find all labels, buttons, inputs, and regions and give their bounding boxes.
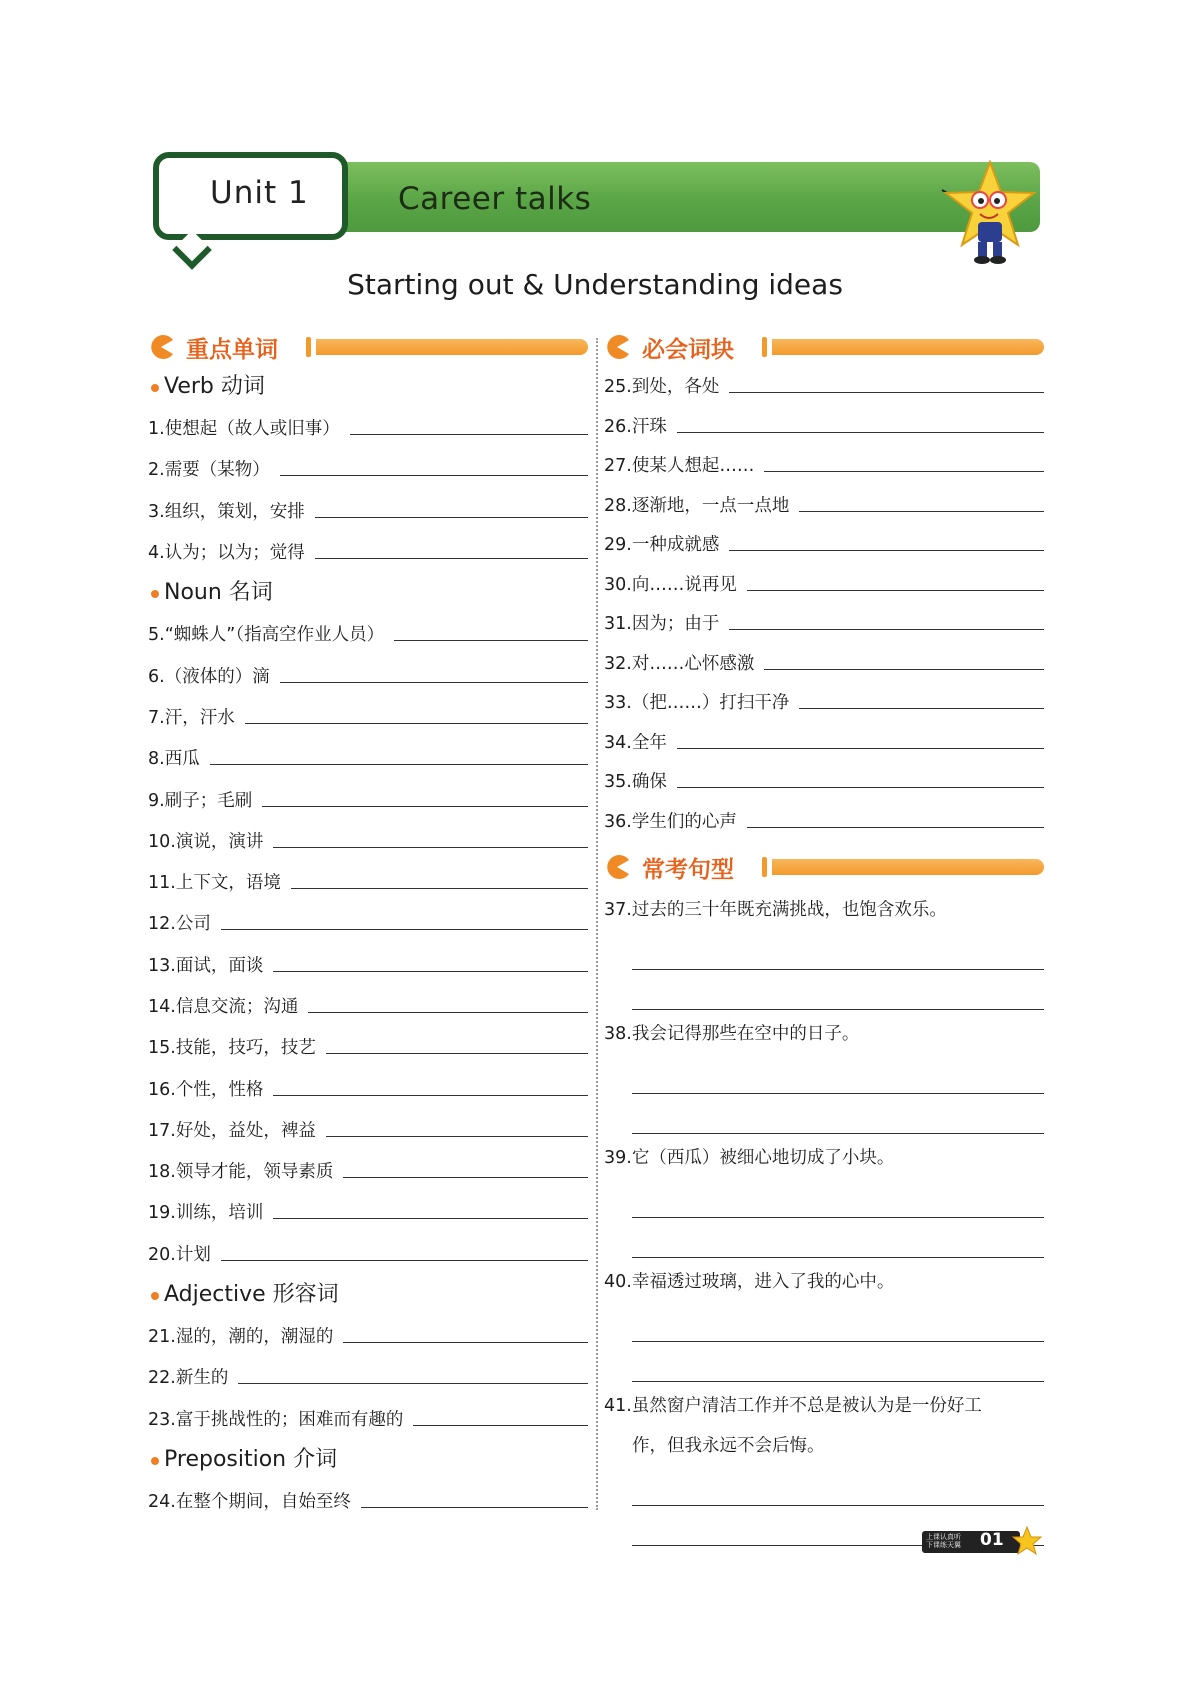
vocab-prompt: 6.（液体的）滴	[148, 666, 270, 687]
vocab-prompt: 17.好处，益处，裨益	[148, 1120, 316, 1141]
unit-banner	[0, 0, 1190, 301]
section-label: 重点单词	[186, 337, 278, 363]
vocab-prompt: 10.演说，演讲	[148, 831, 264, 852]
answer-blank[interactable]	[764, 471, 1044, 472]
key-words-column	[148, 330, 588, 1521]
footer-tagline	[926, 1533, 980, 1549]
category-heading: Noun 名词	[148, 572, 588, 613]
vocab-prompt: 12.公司	[148, 914, 211, 935]
answer-blank[interactable]	[747, 590, 1044, 591]
vocab-prompt: 3.组织，策划，安排	[148, 501, 305, 522]
pacman-bullet-icon	[604, 854, 630, 880]
answer-blank[interactable]	[343, 1177, 588, 1178]
answer-blank[interactable]	[280, 682, 588, 683]
section-label: 必会词块	[642, 337, 734, 363]
vocab-item	[148, 902, 588, 943]
vocab-prompt: 1.使想起（故人或旧事）	[148, 419, 340, 440]
sentence-prompt: 40.幸福透过玻璃，进入了我的心中。	[604, 1272, 895, 1292]
phrases-header	[604, 330, 1044, 366]
sentence-item	[604, 1386, 1044, 1546]
vocab-item	[148, 490, 588, 531]
vocab-item	[148, 531, 588, 572]
vocab-prompt: 14.信息交流；沟通	[148, 997, 299, 1017]
answer-blank[interactable]	[291, 888, 588, 889]
answer-blank[interactable]	[262, 806, 588, 807]
vocab-item	[148, 1191, 588, 1232]
vocab-item	[148, 861, 588, 902]
footer-tagline-2: 下课练天翼	[926, 1541, 961, 1549]
answer-blank[interactable]	[221, 1260, 588, 1261]
answer-blank[interactable]	[632, 1218, 1044, 1258]
phrase-prompt: 36.学生们的心声	[604, 811, 737, 832]
sentence-item	[604, 890, 1044, 1010]
vocab-prompt: 21.湿的，潮的，潮湿的	[148, 1327, 334, 1348]
answer-blank[interactable]	[729, 550, 1044, 551]
answer-blank[interactable]	[632, 970, 1044, 1010]
vocab-item	[148, 696, 588, 737]
category-heading: Preposition 介词	[148, 1439, 588, 1480]
answer-blank[interactable]	[799, 708, 1044, 709]
sentence-item	[604, 1138, 1044, 1258]
answer-blank[interactable]	[326, 1136, 588, 1137]
vocab-prompt: 13.面试，面谈	[148, 955, 264, 976]
vocab-item	[148, 944, 588, 985]
vocab-prompt: 18.领导才能，领导素质	[148, 1162, 334, 1183]
phrase-prompt: 30.向……说再见	[604, 574, 737, 595]
vocab-item	[148, 654, 588, 695]
sentence-item	[604, 1014, 1044, 1134]
vocab-prompt: 19.训练，培训	[148, 1203, 264, 1224]
vocab-prompt: 9.刷子；毛刷	[148, 790, 253, 811]
answer-blank[interactable]	[308, 1012, 588, 1013]
phrase-item	[604, 445, 1044, 485]
vocab-prompt: 22.新生的	[148, 1368, 229, 1389]
phrases-column	[604, 330, 1044, 1546]
star-icon	[1012, 1526, 1042, 1556]
answer-blank[interactable]	[632, 1178, 1044, 1218]
vocab-item	[148, 1398, 588, 1439]
answer-blank[interactable]	[632, 1054, 1044, 1094]
phrase-item	[604, 485, 1044, 525]
phrase-item	[604, 564, 1044, 604]
vocab-prompt: 24.在整个期间，自始至终	[148, 1491, 351, 1512]
answer-blank[interactable]	[280, 475, 588, 476]
vocab-item	[148, 1150, 588, 1191]
vocab-prompt: 15.技能，技巧，技艺	[148, 1038, 316, 1059]
phrase-prompt: 34.全年	[604, 732, 667, 753]
column-divider	[596, 338, 598, 1510]
answer-blank[interactable]	[273, 1095, 588, 1096]
vocab-item	[148, 1480, 588, 1521]
answer-blank[interactable]	[361, 1507, 588, 1508]
vocab-item	[148, 1067, 588, 1108]
vocab-item	[148, 1026, 588, 1067]
phrase-item	[604, 603, 1044, 643]
vocab-item	[148, 820, 588, 861]
section-bar	[772, 859, 1044, 875]
answer-blank[interactable]	[221, 929, 588, 930]
vocab-item	[148, 448, 588, 489]
sentence-prompt-continued: 作，但我永远不会后悔。	[632, 1436, 825, 1456]
answer-blank[interactable]	[632, 930, 1044, 970]
vocab-prompt: 2.需要（某物）	[148, 460, 270, 481]
answer-blank[interactable]	[799, 511, 1044, 512]
phrase-prompt: 25.到处，各处	[604, 377, 720, 398]
phrase-item	[604, 406, 1044, 446]
category-heading: Verb 动词	[148, 366, 588, 407]
answer-blank[interactable]	[632, 1094, 1044, 1134]
sentence-prompt: 39.它（西瓜）被细心地切成了小块。	[604, 1148, 895, 1168]
vocab-prompt: 20.计划	[148, 1244, 211, 1265]
phrase-item	[604, 682, 1044, 722]
unit-label: Unit 1	[210, 175, 309, 211]
phrase-item	[604, 761, 1044, 801]
vocab-prompt: 16.个性，性格	[148, 1079, 264, 1100]
section-label: 常考句型	[642, 857, 734, 883]
vocab-prompt: 23.富于挑战性的；困难而有趣的	[148, 1409, 404, 1430]
vocab-prompt: 8.西瓜	[148, 749, 200, 770]
vocab-item	[148, 985, 588, 1026]
star-mascot-icon	[940, 160, 1040, 265]
vocab-item	[148, 1109, 588, 1150]
phrase-prompt: 33.（把……）打扫干净	[604, 693, 790, 714]
phrase-prompt: 26.汗珠	[604, 416, 667, 437]
answer-blank[interactable]	[632, 1302, 1044, 1342]
vocab-item	[148, 778, 588, 819]
phrase-item	[604, 643, 1044, 683]
answer-blank[interactable]	[315, 558, 588, 559]
answer-blank[interactable]	[343, 1342, 588, 1343]
page-number: 01	[980, 1530, 1004, 1550]
phrase-item	[604, 366, 1044, 406]
answer-blank[interactable]	[677, 787, 1044, 788]
answer-blank[interactable]	[210, 764, 588, 765]
answer-blank[interactable]	[677, 748, 1044, 749]
phrase-item	[604, 524, 1044, 564]
answer-blank[interactable]	[238, 1383, 588, 1384]
vocab-item	[148, 1356, 588, 1397]
answer-blank[interactable]	[632, 1466, 1044, 1506]
phrase-item	[604, 801, 1044, 841]
answer-blank[interactable]	[764, 669, 1044, 670]
vocab-prompt: 4.认为；以为；觉得	[148, 543, 305, 564]
category-heading: Adjective 形容词	[148, 1274, 588, 1315]
footer-tagline-1: 上课认真听	[926, 1533, 961, 1541]
vocab-item	[148, 407, 588, 448]
key-words-header	[148, 330, 588, 366]
pacman-bullet-icon	[604, 334, 630, 360]
answer-blank[interactable]	[315, 517, 588, 518]
phrase-prompt: 32.对……心怀感激	[604, 653, 755, 674]
page-number-badge	[922, 1528, 1042, 1558]
phrase-prompt: 27.使某人想起……	[604, 456, 755, 477]
pacman-bullet-icon	[148, 334, 174, 360]
vocab-item	[148, 1233, 588, 1274]
sentence-prompt: 37.过去的三十年既充满挑战，也饱含欢乐。	[604, 900, 947, 920]
answer-blank[interactable]	[729, 392, 1044, 393]
answer-blank[interactable]	[632, 1342, 1044, 1382]
vocab-prompt: 5.“蜘蛛人”（指高空作业人员）	[148, 625, 385, 646]
answer-blank[interactable]	[245, 723, 588, 724]
answer-blank[interactable]	[350, 434, 588, 435]
answer-blank[interactable]	[273, 971, 588, 972]
answer-blank[interactable]	[677, 432, 1044, 433]
answer-blank[interactable]	[273, 1218, 588, 1219]
answer-blank[interactable]	[747, 827, 1044, 828]
vocab-item	[148, 1315, 588, 1356]
section-title: Starting out & Understanding ideas	[347, 268, 843, 301]
phrase-prompt: 31.因为；由于	[604, 614, 720, 635]
vocab-prompt: 11.上下文，语境	[148, 873, 281, 894]
phrase-prompt: 28.逐渐地，一点一点地	[604, 495, 790, 516]
section-bar	[772, 339, 1044, 355]
unit-title: Career talks	[398, 181, 592, 217]
phrase-item	[604, 722, 1044, 762]
vocab-prompt: 7.汗，汗水	[148, 707, 235, 728]
vocab-item	[148, 737, 588, 778]
answer-blank[interactable]	[413, 1425, 588, 1426]
phrase-prompt: 29.一种成就感	[604, 535, 720, 556]
answer-blank[interactable]	[729, 629, 1044, 630]
vocab-item	[148, 613, 588, 654]
answer-blank[interactable]	[273, 847, 588, 848]
sentences-header	[604, 850, 1044, 886]
sentence-prompt: 41.虽然窗户清洁工作并不总是被认为是一份好工	[604, 1396, 982, 1416]
section-bar	[316, 339, 588, 355]
sentence-item	[604, 1262, 1044, 1382]
phrase-prompt: 35.确保	[604, 772, 667, 793]
answer-blank[interactable]	[394, 640, 588, 641]
answer-blank[interactable]	[326, 1053, 588, 1054]
sentence-prompt: 38.我会记得那些在空中的日子。	[604, 1024, 860, 1044]
